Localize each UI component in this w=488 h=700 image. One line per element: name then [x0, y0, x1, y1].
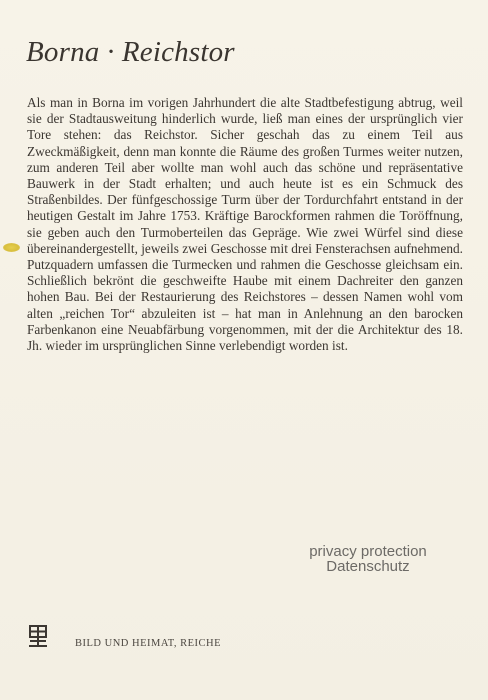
publisher-imprint: BILD UND HEIMAT, REICHE [75, 638, 222, 649]
privacy-watermark-line1: privacy protection [309, 543, 427, 560]
privacy-watermark [288, 544, 448, 574]
description-paragraph: Als man in Borna im vorigen Jahrhundert die alte Stadtbefestigung abtrug, weil sie der Stadtausweitung hinderlich wurde, ließ man eines der ursprünglich vier Tore stehen: das Reichstor. Sicher geschah das zu einem Teil aus Zweckmäßigkeit, denn man konnte die Räume des großen Turmes weiter nutzen, zum anderen Teil aber wollte man wohl auch das schöne und repräsentative Bauwerk in der Stadt erhalten; und auch heute ist es ein Schmuck des Straßenbildes. Der fünfgeschossige Turm über der Tordurchfahrt entstand in der heutigen Gestalt im Jahre 1753. Kräftige Barockformen rahmen die Toröffnung, sie geben auch den Turmoberteilen das Gepräge. Wie zwei Würfel sind diese übereinandergestellt, jeweils zwei Geschosse mit drei Fensterachsen aufnehmend. Putzquadern umfassen die Turmecken und rahmen die Geschosse gleichsam ein. Schließlich bekrönt die geschweifte Haube mit einem Dachreiter den ganzen hohen Bau. Bei der Restaurierung des Reichstores – dessen Namen wohl vom alten „reichen Tor“ abzuleiten ist – hat man in Anlehnung an den barocken Farbenkanon eine Neuabfärbung vorgenommen, mit der die Architektur des 18. Jh. wieder im ursprünglichen Sinne verlebendigt worden ist. [27, 95, 463, 354]
privacy-watermark-line2: Datenschutz [326, 558, 410, 575]
yellow-pin-mark-icon [3, 243, 20, 252]
page-title: Borna · Reichstor [26, 36, 235, 68]
bild-und-heimat-logo-icon [27, 624, 49, 648]
